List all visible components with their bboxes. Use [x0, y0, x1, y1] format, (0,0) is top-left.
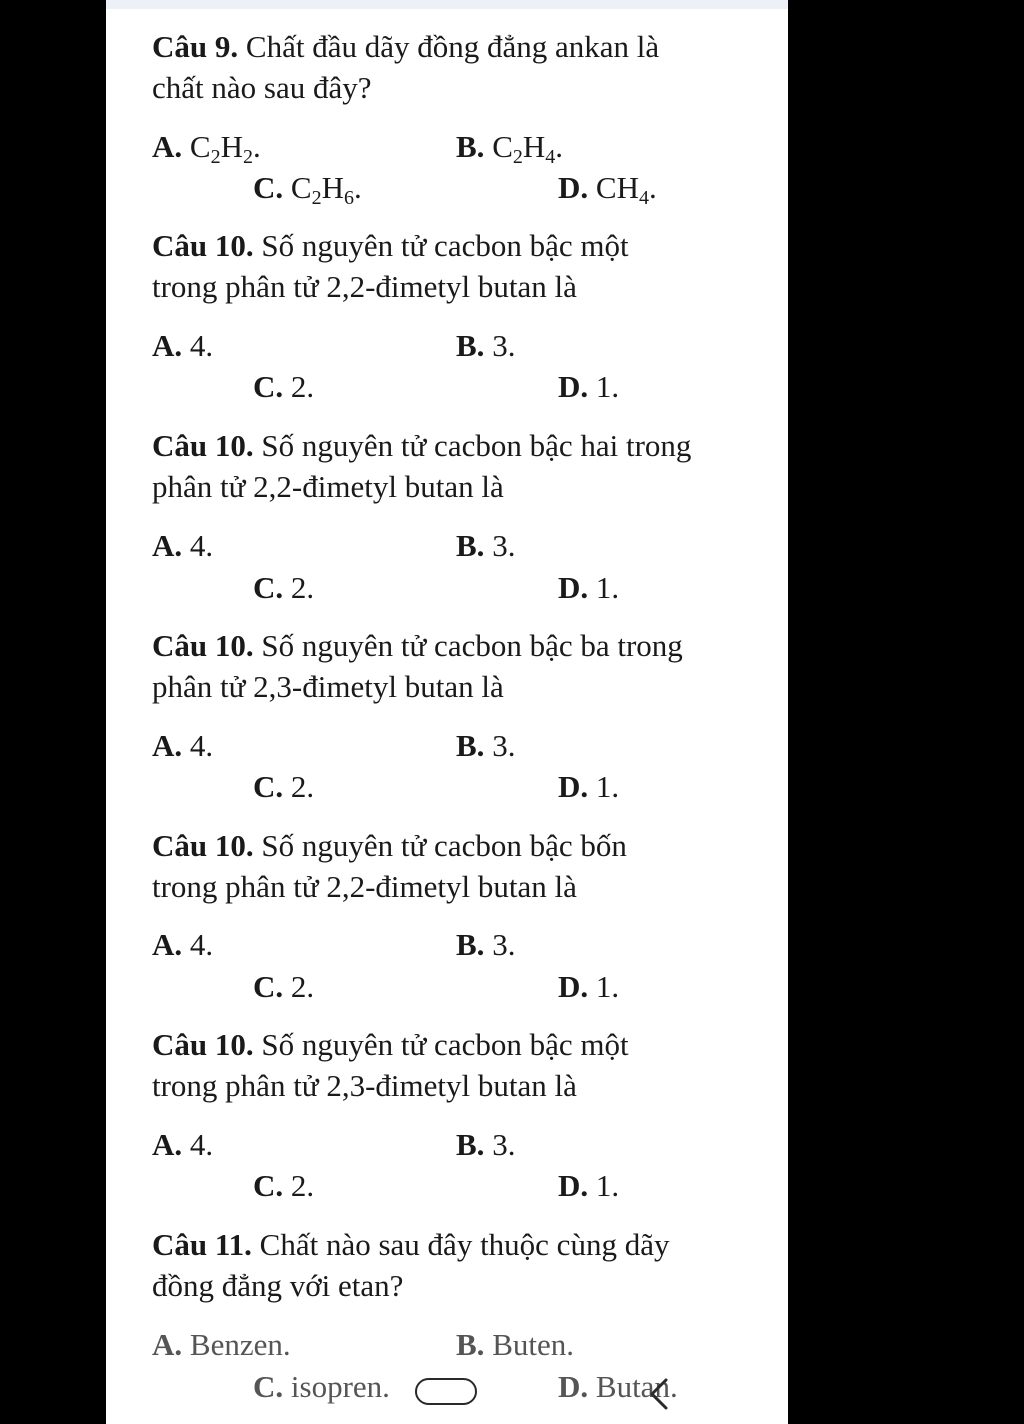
option-letter: C. [253, 170, 284, 205]
option-letter: A. [152, 129, 183, 164]
option-a: A. 4. [152, 728, 214, 763]
option-letter: D. [558, 170, 589, 205]
question-label: Câu 10. [152, 1027, 254, 1062]
option-b: B. Buten. [456, 1327, 574, 1362]
option-c [253, 167, 362, 208]
question-text-line2: trong phân tử 2,2-đimetyl butan là [152, 869, 577, 904]
page-top-strip [106, 0, 788, 9]
question-text-line2: đồng đẳng với etan? [152, 1268, 404, 1303]
option-c: C. 2. [253, 570, 315, 605]
option-c: C. isopren. [253, 1369, 390, 1404]
question-label: Câu 10. [152, 428, 254, 463]
option-d: D. 1. [558, 570, 620, 605]
option-d [558, 167, 657, 208]
question-text-line1: Số nguyên tử cacbon bậc một [261, 1027, 629, 1062]
option-c: C. 2. [253, 369, 315, 404]
option-d: D. 1. [558, 1168, 620, 1203]
question-text-line2: phân tử 2,2-đimetyl butan là [152, 469, 504, 504]
question-text-line2: phân tử 2,3-đimetyl butan là [152, 669, 504, 704]
option-c: C. 2. [253, 769, 315, 804]
question-text-line2: chất nào sau đây? [152, 70, 372, 105]
question-1 [152, 26, 752, 108]
question-text-line1: Số nguyên tử cacbon bậc ba trong [261, 628, 683, 663]
option-a: A. 4. [152, 927, 214, 962]
question-text-line1: Chất đầu dãy đồng đẳng ankan là [245, 29, 660, 64]
option-b [456, 126, 563, 167]
question-label: Câu 10. [152, 828, 254, 863]
question-label: Câu 10. [152, 228, 254, 263]
option-b: B. 3. [456, 728, 516, 763]
option-c: C. 2. [253, 1168, 315, 1203]
formula: $CH_4$. [595, 170, 657, 209]
option-b: B. 3. [456, 1127, 516, 1162]
option-b: B. 3. [456, 528, 516, 563]
question-text-line1: Số nguyên tử cacbon bậc một [261, 228, 629, 263]
option-c: C. 2. [253, 969, 315, 1004]
option-a: A. 4. [152, 328, 214, 363]
question-6 [152, 1024, 752, 1106]
option-a: A. 4. [152, 528, 214, 563]
question-4 [152, 625, 752, 707]
question-text-line1: Số nguyên tử cacbon bậc bốn [261, 828, 627, 863]
back-chevron-icon[interactable] [644, 1374, 674, 1414]
question-text-line1: Chất nào sau đây thuộc cùng dãy [259, 1227, 670, 1262]
question-3 [152, 425, 752, 507]
formula: $C_2H_4$. [492, 129, 564, 168]
home-pill-icon[interactable] [415, 1378, 477, 1405]
option-d: D. 1. [558, 369, 620, 404]
option-d: D. Butan. [558, 1369, 678, 1404]
question-text-line2: trong phân tử 2,3-đimetyl butan là [152, 1068, 577, 1103]
option-b: B. 3. [456, 927, 516, 962]
option-letter: B. [456, 129, 485, 164]
question-7 [152, 1224, 752, 1306]
option-b: B. 3. [456, 328, 516, 363]
option-d: D. 1. [558, 769, 620, 804]
question-label: Câu 9. [152, 29, 239, 64]
option-a: A. 4. [152, 1127, 214, 1162]
option-a: A. Benzen. [152, 1327, 291, 1362]
formula: $C_2H_2$. [189, 129, 261, 168]
question-text-line1: Số nguyên tử cacbon bậc hai trong [261, 428, 692, 463]
formula: $C_2H_6$. [290, 170, 362, 209]
question-2 [152, 225, 752, 307]
option-a [152, 126, 261, 167]
question-text-line2: trong phân tử 2,2-đimetyl butan là [152, 269, 577, 304]
document-page [106, 0, 788, 1424]
question-label: Câu 10. [152, 628, 254, 663]
option-d: D. 1. [558, 969, 620, 1004]
question-5 [152, 825, 752, 907]
question-label: Câu 11. [152, 1227, 252, 1262]
